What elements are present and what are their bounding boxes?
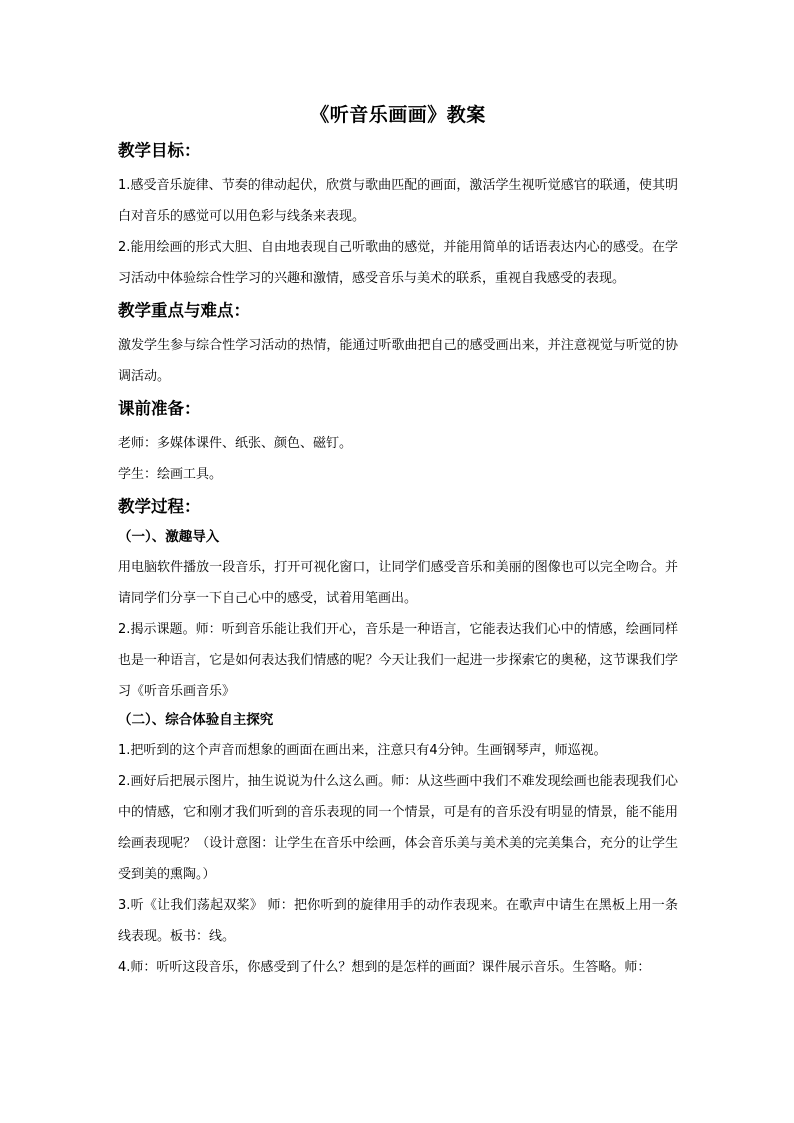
process-part2-paragraph-3: 3.听《让我们荡起双桨》 师：把你听到的旋律用手的动作表现来。在歌声中请生在黑板上用一条线表现。板书：线。 (118, 898, 678, 944)
document-body (118, 100, 678, 983)
document-title: 《听音乐画画》教案 (310, 104, 486, 126)
process-part1-heading: （一）、激趣导入 (118, 529, 220, 545)
section-heading-key-points: 教学重点与难点： (118, 301, 250, 320)
objective-paragraph-2: 2.能用绘画的形式大胆、自由地表现自己听歌曲的感觉，并能用简单的话语表达内心的感受。在学习活动中体验综合性学习的兴趣和激情，感受音乐与美术的联系，重视自我感受的表现。 (118, 240, 678, 286)
preparation-teacher: 老师：多媒体课件、纸张、颜色、磁钉。 (118, 436, 353, 451)
process-part2-paragraph-4: 4.师：听听这段音乐，你感受到了什么？想到的是怎样的画面？课件展示音乐。生答略。师： (118, 960, 651, 975)
process-part2-heading: （二）、综合体验自主探究 (118, 712, 274, 728)
objective-paragraph-1: 1.感受音乐旋律、节奏的律动起伏，欣赏与歌曲匹配的画面，激活学生视听觉感官的联通，使其明白对音乐的感觉可以用色彩与线条来表现。 (118, 178, 678, 224)
process-part2-paragraph-1: 1.把听到的这个声音而想象的画面在画出来，注意只有4分钟。生画钢琴声，师巡视。 (118, 743, 607, 758)
section-heading-objectives: 教学目标： (118, 141, 201, 160)
key-points-paragraph: 激发学生参与综合性学习活动的热情，能通过听歌曲把自己的感受画出来，并注意视觉与听觉的协调活动。 (118, 338, 678, 384)
process-part2-paragraph-2: 2.画好后把展示图片，抽生说说为什么这么画。师：从这些画中我们不难发现绘画也能表现我们心中的情感，它和刚才我们听到的音乐表现的同一个情景，可是有的音乐没有明显的情景，能不能用绘画表现呢？（设计意图：让学生在音乐中绘画，体会音乐美与美术美的完美集合，充分的让学生受到美的熏陶。） (118, 774, 678, 882)
section-heading-process: 教学过程： (118, 497, 201, 516)
preparation-student: 学生：绘画工具。 (118, 467, 223, 482)
section-heading-preparation: 课前准备： (118, 399, 201, 418)
process-part1-paragraph-2: 2.揭示课题。师：听到音乐能让我们开心，音乐是一种语言，它能表达我们心中的情感，绘画同样也是一种语言，它是如何表达我们情感的呢？今天让我们一起进一步探索它的奥秘，这节课我们学习《听音乐画音乐》 (118, 622, 678, 699)
process-part1-paragraph-1: 用电脑软件播放一段音乐，打开可视化窗口，让同学们感受音乐和美丽的图像也可以完全吻合。并请同学们分享一下自己心中的感受，试着用笔画出。 (118, 560, 678, 606)
